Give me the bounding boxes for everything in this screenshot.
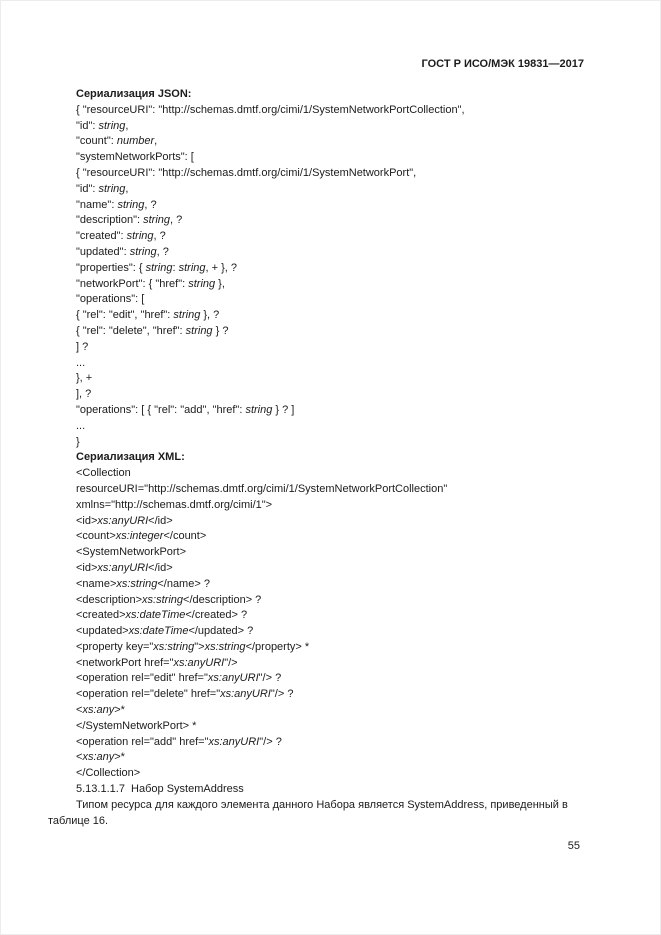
doc-line: "count": number, — [76, 135, 158, 148]
doc-line: <created>xs:dateTime</created> ? — [76, 609, 248, 622]
paragraph-line: Типом ресурса для каждого элемента данного Набора является SystemAddress, приведенный в — [76, 798, 568, 811]
doc-line: "name": string, ? — [76, 198, 157, 211]
doc-line: <id>xs:anyURI</id> — [76, 514, 173, 527]
doc-line: "systemNetworkPorts": [ — [76, 151, 194, 164]
serialization-xml-heading: Сериализация XML: — [76, 451, 185, 464]
doc-line: <id>xs:anyURI</id> — [76, 561, 173, 574]
doc-line: }, + — [76, 372, 93, 385]
doc-line: ], ? — [76, 388, 92, 401]
doc-line: <name>xs:string</name> ? — [76, 577, 210, 590]
doc-line: <xs:any>* — [76, 704, 125, 717]
doc-line: { "rel": "edit", "href": string }, ? — [76, 309, 220, 322]
doc-line: <networkPort href="xs:anyURI"/> — [76, 656, 238, 669]
doc-line: "description": string, ? — [76, 214, 183, 227]
doc-line: <operation rel="add" href="xs:anyURI"/> ? — [76, 735, 282, 748]
doc-line: <property key="xs:string">xs:string</property> * — [76, 640, 310, 653]
doc-line: <SystemNetworkPort> — [76, 546, 187, 559]
doc-line: "networkPort": { "href": string }, — [76, 277, 225, 290]
doc-line: "id": string, — [76, 119, 129, 132]
doc-line: { "resourceURI": "http://schemas.dmtf.org/cimi/1/SystemNetworkPort", — [76, 166, 417, 179]
paragraph-line: таблице 16. — [48, 814, 109, 827]
doc-line: "created": string, ? — [76, 230, 166, 243]
serialization-json-heading: Сериализация JSON: — [76, 88, 192, 100]
doc-line: ... — [76, 356, 86, 369]
running-header: ГОСТ Р ИСО/МЭК 19831—2017 — [421, 58, 584, 70]
document-body — [48, 87, 614, 829]
doc-line: <count>xs:integer</count> — [76, 530, 207, 543]
doc-line: "operations": [ — [76, 293, 145, 306]
doc-line: "updated": string, ? — [76, 245, 169, 258]
doc-line: "properties": { string: string, + }, ? — [76, 261, 238, 274]
doc-line: { "resourceURI": "http://schemas.dmtf.org/cimi/1/SystemNetworkPortCollection", — [76, 103, 465, 116]
doc-line: ... — [76, 419, 86, 432]
doc-line: "operations": [ { "rel": "add", "href": string } ? ] — [76, 403, 295, 416]
page-number: 55 — [567, 840, 580, 852]
doc-line: <updated>xs:dateTime</updated> ? — [76, 625, 254, 638]
doc-line: </Collection> — [76, 767, 141, 780]
doc-line: </SystemNetworkPort> * — [76, 719, 197, 732]
doc-line: <description>xs:string</description> ? — [76, 593, 262, 606]
doc-line: "id": string, — [76, 182, 129, 195]
doc-line: resourceURI="http://schemas.dmtf.org/cimi/1/SystemNetworkPortCollection" — [76, 482, 448, 495]
doc-line: <Collection — [76, 467, 131, 480]
doc-line: <operation rel="edit" href="xs:anyURI"/> ? — [76, 672, 282, 685]
doc-line: ] ? — [76, 340, 89, 353]
doc-line: <operation rel="delete" href="xs:anyURI"/> ? — [76, 688, 294, 701]
section-heading: 5.13.1.1.7 Набор SystemAddress — [76, 783, 244, 796]
doc-line: <xs:any>* — [76, 751, 125, 764]
doc-line: xmlns="http://schemas.dmtf.org/cimi/1"> — [76, 498, 273, 511]
doc-line: { "rel": "delete", "href": string } ? — [76, 324, 229, 337]
doc-line: } — [76, 435, 80, 448]
